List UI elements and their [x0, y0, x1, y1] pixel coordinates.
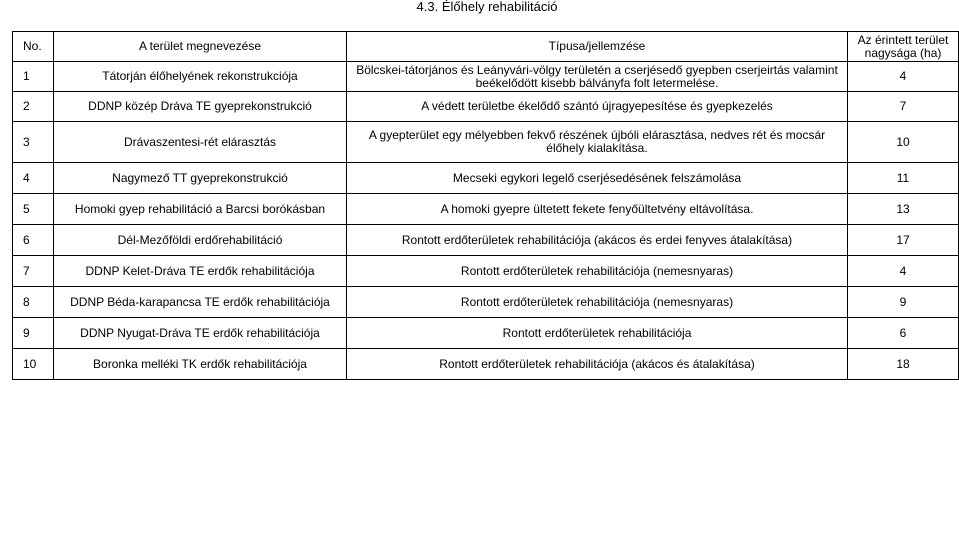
cell-name: Nagymező TT gyeprekonstrukció [54, 163, 347, 194]
cell-name: Drávaszentesi-rét elárasztás [54, 122, 347, 163]
cell-area: 11 [848, 163, 959, 194]
cell-type: Rontott erdőterületek rehabilitációja (nemesnyaras) [347, 287, 848, 318]
cell-area: 17 [848, 225, 959, 256]
table-row [13, 62, 959, 92]
header-type: Típusa/jellemzése [347, 32, 848, 62]
cell-type: Bölcskei-tátorjános és Leányvári-völgy területén a cserjésedő gyepben cserjeirtás valamint beékelődött kisebb bálványfa folt letermelése. [347, 62, 848, 92]
cell-no: 4 [13, 163, 54, 194]
cell-no: 2 [13, 92, 54, 122]
cell-type: A gyepterület egy mélyebben fekvő részének újbóli elárasztása, nedves rét és mocsár élőhely kialakítása. [347, 122, 848, 163]
table-row [13, 256, 959, 287]
cell-area: 18 [848, 349, 959, 380]
cell-name: DDNP Kelet-Dráva TE erdők rehabilitációja [54, 256, 347, 287]
cell-name: Tátorján élőhelyének rekonstrukciója [54, 62, 347, 92]
cell-no: 7 [13, 256, 54, 287]
cell-area: 10 [848, 122, 959, 163]
table-row [13, 122, 959, 163]
cell-name: Dél-Mezőföldi erdőrehabilitáció [54, 225, 347, 256]
table-row [13, 318, 959, 349]
cell-type: Rontott erdőterületek rehabilitációja (nemesnyaras) [347, 256, 848, 287]
cell-type: Mecseki egykori legelő cserjésedésének felszámolása [347, 163, 848, 194]
cell-name: Homoki gyep rehabilitáció a Barcsi borókásban [54, 194, 347, 225]
cell-type: Rontott erdőterületek rehabilitációja (akácos és átalakítása) [347, 349, 848, 380]
cell-area: 6 [848, 318, 959, 349]
table-row [13, 225, 959, 256]
table-row [13, 287, 959, 318]
table-header-row [13, 32, 959, 62]
cell-type: Rontott erdőterületek rehabilitációja (akácos és erdei fenyves átalakítása) [347, 225, 848, 256]
cell-no: 8 [13, 287, 54, 318]
cell-no: 3 [13, 122, 54, 163]
cell-area: 9 [848, 287, 959, 318]
header-name: A terület megnevezése [54, 32, 347, 62]
header-area: Az érintett terület nagysága (ha) [848, 32, 959, 62]
cell-area: 7 [848, 92, 959, 122]
cell-area: 4 [848, 256, 959, 287]
cell-no: 1 [13, 62, 54, 92]
section-title: 4.3. Élőhely rehabilitáció [416, 0, 558, 14]
table-row [13, 194, 959, 225]
cell-name: Boronka melléki TK erdők rehabilitációja [54, 349, 347, 380]
cell-type: Rontott erdőterületek rehabilitációja [347, 318, 848, 349]
cell-name: DDNP közép Dráva TE gyeprekonstrukció [54, 92, 347, 122]
cell-no: 9 [13, 318, 54, 349]
cell-area: 4 [848, 62, 959, 92]
table-row [13, 163, 959, 194]
table-row [13, 349, 959, 380]
cell-type: A homoki gyepre ültetett fekete fenyőültetvény eltávolítása. [347, 194, 848, 225]
cell-name: DDNP Nyugat-Dráva TE erdők rehabilitációja [54, 318, 347, 349]
cell-no: 5 [13, 194, 54, 225]
cell-name: DDNP Béda-karapancsa TE erdők rehabilitációja [54, 287, 347, 318]
cell-type: A védett területbe ékelődő szántó újragyepesítése és gyepkezelés [347, 92, 848, 122]
habitat-rehabilitation-table [12, 31, 959, 380]
table-row [13, 92, 959, 122]
cell-no: 6 [13, 225, 54, 256]
cell-no: 10 [13, 349, 54, 380]
cell-area: 13 [848, 194, 959, 225]
header-no: No. [13, 32, 54, 62]
